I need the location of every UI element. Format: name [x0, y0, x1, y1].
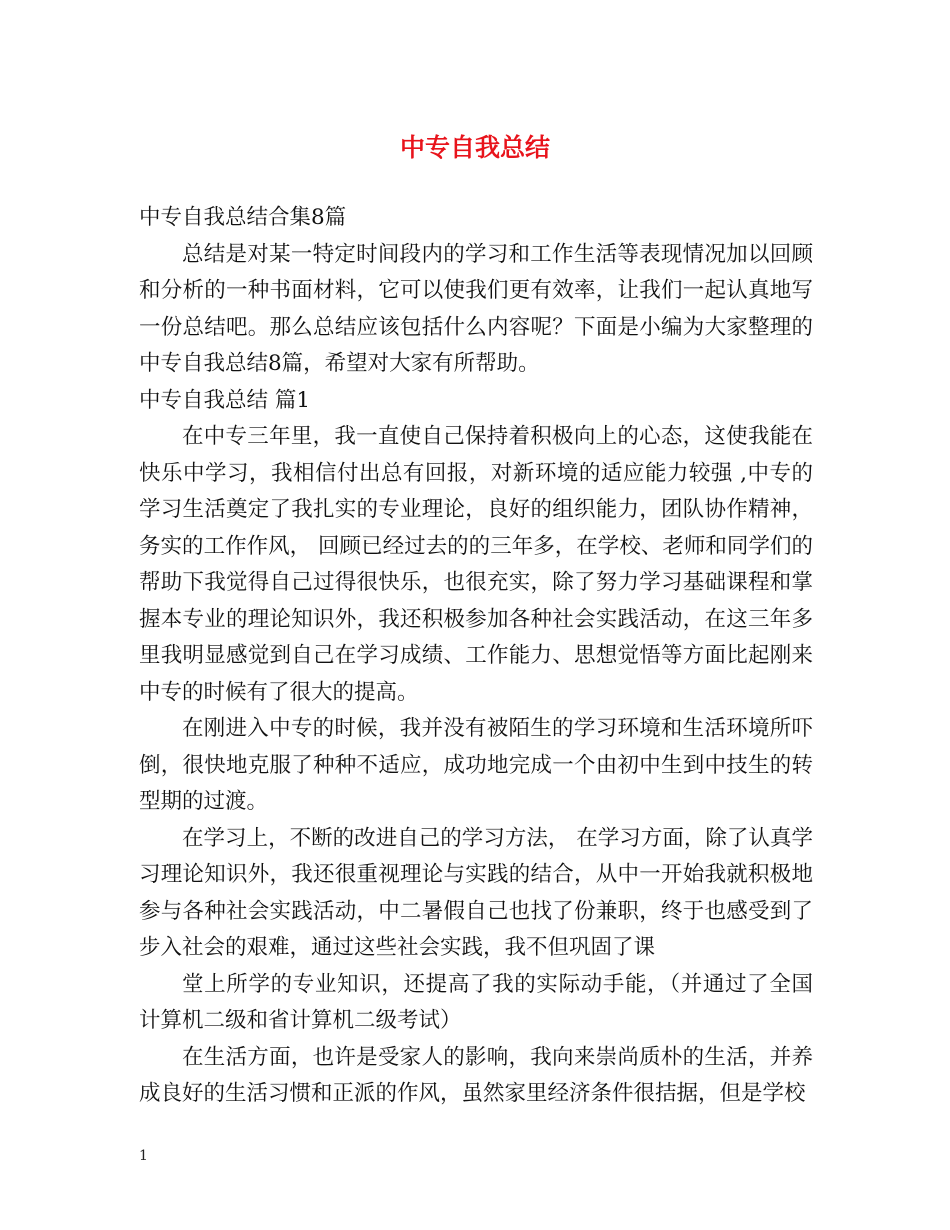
body-paragraph: 在生活方面，也许是受家人的影响，我向来崇尚质朴的生活，并养成良好的生活习惯和正派的作风，虽然家里经济条件很拮据，但是学校 — [139, 1044, 813, 1106]
section-heading: 中专自我总结 篇1 — [139, 387, 311, 413]
body-paragraph: 在中专三年里，我一直使自己保持着积极向上的心态，这使我能在快乐中学习，我相信付出总有回报，对新环境的适应能力较强 ,中专的学习生活奠定了我扎实的专业理论，良好的组织能力，团队协作精神，务实的工作作风， 回顾已经过去的的三年多，在学校、老师和同学们的帮助下我觉得自己过得很快乐，也很充实，除了努力学习基础课程和掌握本专业的理论知识外，我还积极参加各种社会实践活动，在这三年多里我明显感觉到自己在学习成绩、工作能力、思想觉悟等方面比起刚来中专的时候有了很大的提高。 — [139, 424, 813, 705]
document-title: 中专自我总结 — [399, 133, 550, 162]
body-paragraph: 在刚进入中专的时候，我并没有被陌生的学习环境和生活环境所吓倒，很快地克服了种种不适应，成功地完成一个由初中生到中技生的转型期的过渡。 — [139, 716, 813, 814]
document-subtitle: 中专自我总结合集8篇 — [139, 205, 347, 230]
page-number: 1 — [139, 1148, 148, 1164]
document-body — [139, 200, 813, 1113]
body-paragraph: 在学习上，不断的改进自己的学习方法， 在学习方面，除了认真学习理论知识外，我还很重视理论与实践的结合，从中一开始我就积极地参与各种社会实践活动，中二暑假自己也找了份兼职，终于也感受到了步入社会的艰难，通过这些社会实践，我不但巩固了课 — [139, 825, 813, 960]
body-paragraph: 堂上所学的专业知识，还提高了我的实际动手能，（并通过了全国计算机二级和省计算机二级考试） — [139, 971, 813, 1033]
intro-paragraph: 总结是对某一特定时间段内的学习和工作生活等表现情况加以回顾和分析的一种书面材料，它可以使我们更有效率，让我们一起认真地写一份总结吧。那么总结应该包括什么内容呢？下面是小编为大家整理的中专自我总结8篇，希望对大家有所帮助。 — [139, 241, 813, 376]
